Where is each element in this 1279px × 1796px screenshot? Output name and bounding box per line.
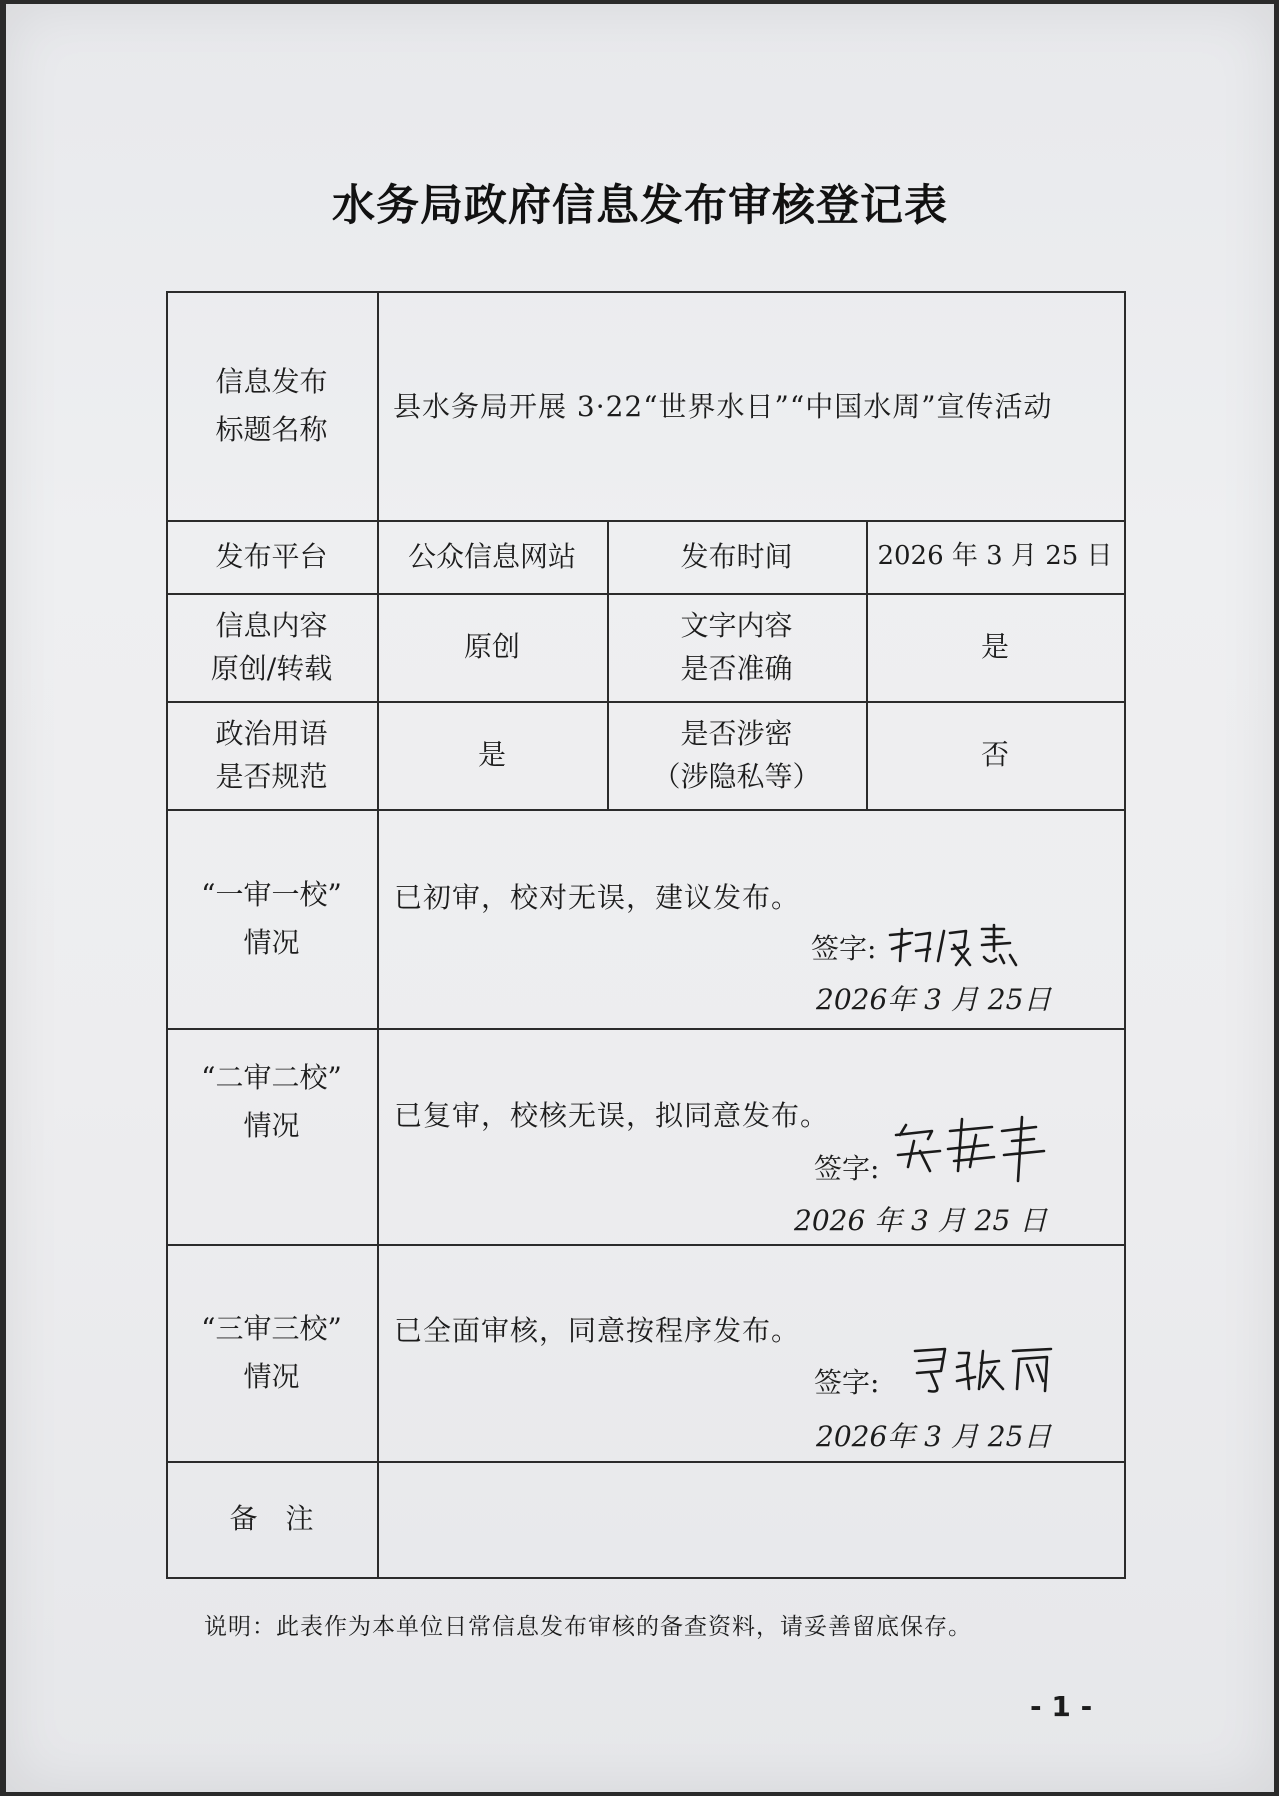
table-border-right: [1124, 291, 1126, 1578]
footnote: 说明：此表作为本单位日常信息发布审核的备查资料，请妥善留底保存。: [204, 1614, 972, 1640]
review2-label: “二审二校” 情况: [201, 1061, 342, 1142]
review1-opinion: 已初审，校对无误，建议发布。: [394, 881, 801, 914]
review3-opinion: 已全面审核，同意按程序发布。: [394, 1314, 801, 1347]
review2-signature: [884, 1111, 1054, 1191]
review-form-table: [166, 291, 1126, 1578]
origin-value: 原创: [463, 630, 520, 664]
time-value: 2026 年 3 月 25 日: [877, 541, 1113, 572]
political-label: 政治用语 是否规范: [215, 716, 328, 793]
paper-sheet: [6, 4, 1274, 1792]
review3-signature: [911, 1341, 1061, 1397]
political-value: 是: [477, 738, 506, 772]
review2-opinion: 已复审，校核无误，拟同意发布。: [394, 1099, 830, 1132]
origin-label: 信息内容 原创/转载: [210, 608, 333, 685]
secret-value: 否: [980, 738, 1009, 772]
accuracy-value: 是: [980, 630, 1009, 664]
document-title: 水务局政府信息发布审核登记表: [332, 181, 948, 231]
review1-sign-label: 签字:: [811, 932, 877, 965]
review3-sign-label: 签字:: [814, 1366, 880, 1399]
title-value: 县水务局开展 3·22“世界水日”“中国水周”宣传活动: [393, 389, 1053, 423]
remarks-label: 备 注: [229, 1502, 314, 1536]
review1-signature: [886, 921, 1036, 971]
remarks-value: [377, 1461, 1124, 1577]
platform-label: 发布平台: [215, 539, 328, 573]
page-number: - 1 -: [1030, 1690, 1093, 1723]
time-label: 发布时间: [680, 539, 793, 573]
review1-label: “一审一校” 情况: [201, 877, 342, 959]
platform-value: 公众信息网站: [407, 539, 576, 573]
accuracy-label: 文字内容 是否准确: [680, 608, 793, 685]
review2-sign-label: 签字:: [814, 1152, 880, 1185]
review3-date: 2026年 3 月 25日: [816, 1420, 1052, 1453]
review2-date: 2026 年 3 月 25 日: [794, 1204, 1048, 1237]
review1-date: 2026年 3 月 25日: [816, 983, 1052, 1016]
secret-label: 是否涉密 （涉隐私等）: [652, 716, 821, 793]
title-label: 信息发布 标题名称: [215, 364, 328, 446]
table-border-bottom: [166, 1577, 1126, 1579]
review3-label: “三审三校” 情况: [201, 1311, 342, 1393]
